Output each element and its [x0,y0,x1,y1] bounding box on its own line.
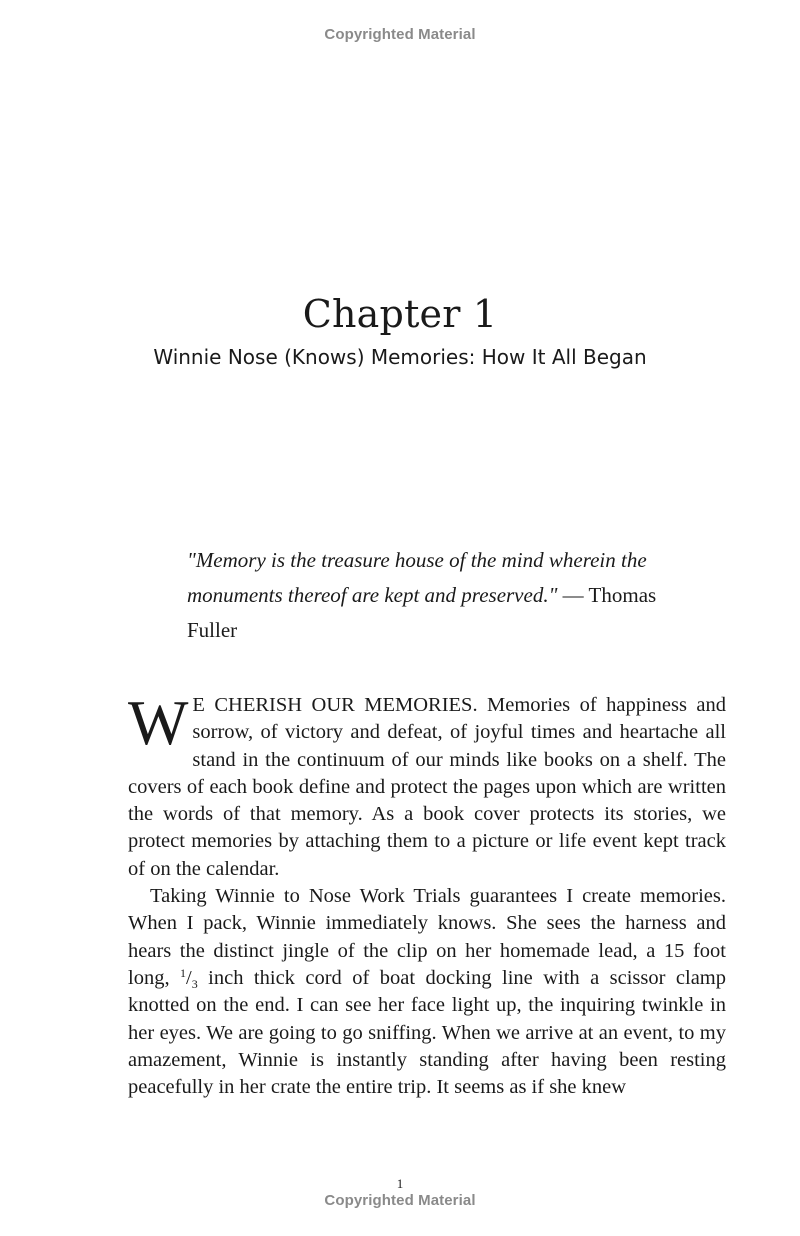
paragraph-2 [128,883,726,1101]
page-number: 1 [396,1176,404,1191]
chapter-body [128,687,726,1101]
epigraph-attribution: — Thomas Fuller [187,583,657,642]
epigraph [187,543,677,648]
chapter-subtitle: Winnie Nose (Knows) Memories: How It All Began [153,345,647,369]
copyright-header: Copyrighted Material [324,26,476,43]
fraction-slash: / [186,966,192,989]
paragraph-2-text-end: inch thick cord of boat docking line with a scissor clamp knotted on the end. I can see her face light up, the inquiring twinkle in her eyes. We are going to go sniffing. When we arrive at an event, to my amazement, Winnie is instantly standing after having been resting peacefully in her crate the entire trip. It seems as if she knew [128,966,726,1099]
copyright-footer: Copyrighted Material [324,1192,476,1209]
drop-cap: W [128,687,189,758]
paragraph-1-text: Memories of happiness and sorrow, of victory and defeat, of joyful times and heartache all stand in the continuum of our minds like books on a shelf. The covers of each book define and protect the pages upon which are written the words of that memory. As a book cover protects its stories, we protect memories by attaching them to a picture or life event kept track of on the calendar. [128,694,726,880]
paragraph-1 [128,687,726,883]
paragraph-2-text-start: Taking Winnie to Nose Work Trials guarantees I create memories. When I pack, Winnie immediately knows. She sees the harness and hears the distinct jingle of the clip on her homemade lead, a 15 foot long, [128,885,726,989]
epigraph-quote: "Memory is the treasure house of the mind wherein the monuments thereof are kept and preserved." [187,548,647,607]
fraction-numerator: 1 [180,965,187,980]
fraction-denominator: 3 [191,976,198,991]
fraction-one-third [180,967,198,989]
paragraph-1-lead: E CHERISH OUR MEMORIES. [192,694,478,716]
chapter-title: Chapter 1 [302,292,498,336]
